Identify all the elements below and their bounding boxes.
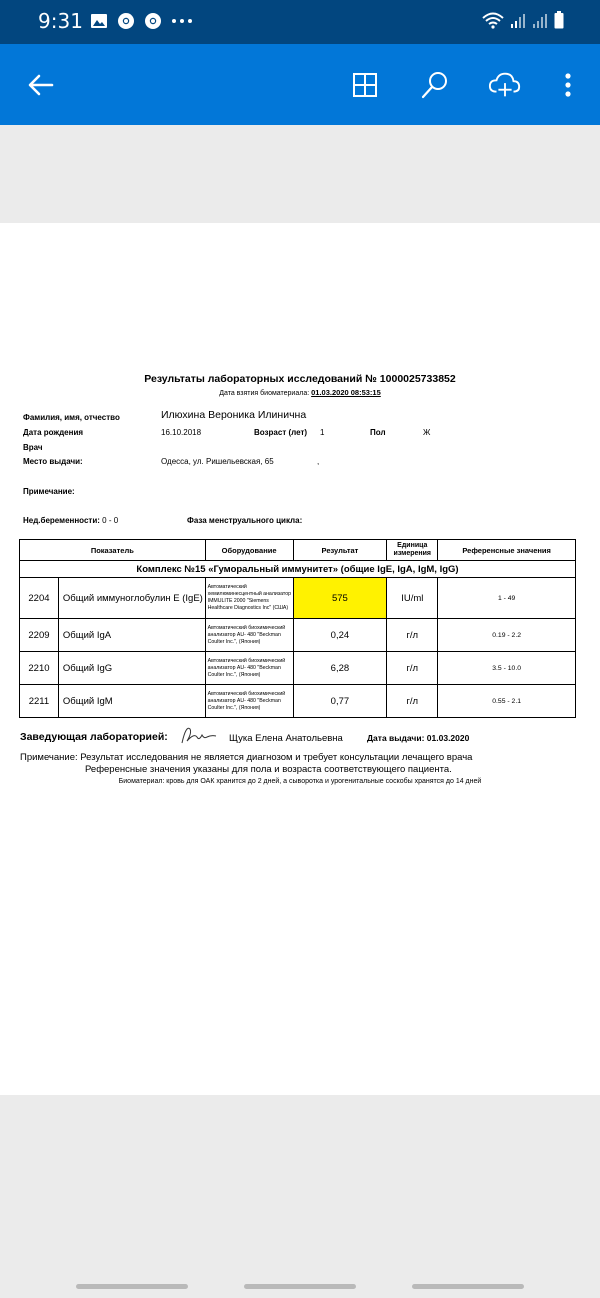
- place-suffix: ,: [317, 457, 320, 466]
- search-icon[interactable]: [418, 68, 452, 102]
- patient-name-label: Фамилия, имя, отчество: [23, 413, 120, 422]
- age-label: Возраст (лет): [254, 428, 308, 437]
- signal-icon-2: [532, 13, 548, 29]
- document-title: Результаты лабораторных исследований № 1000025733852: [144, 373, 456, 385]
- patient-name: Илюхина Вероника Илинична: [161, 409, 307, 421]
- pregnancy-value: 0 - 0: [102, 516, 119, 525]
- row-equipment: Автоматический хемилюминесцентный анализатор IMMULITE 2000 "Siemens Healthcare Diagnostics Inc" (США): [205, 578, 293, 619]
- signature-image: [178, 723, 220, 749]
- row-code: 2210: [20, 652, 59, 685]
- row-name: Общий IgG: [58, 652, 205, 685]
- issue-date-value: 01.03.2020: [426, 733, 470, 743]
- place-value: Одесса, ул. Ришельевская, 65: [161, 457, 274, 466]
- status-bar: [0, 0, 600, 44]
- nav-bar-segment-center: [244, 1284, 356, 1289]
- complex-title: Комплекс №15 «Гуморальный иммунитет» (общие IgE, IgA, IgM, IgG): [20, 561, 576, 578]
- issue-date-label: Дата выдачи:: [367, 733, 425, 743]
- row-result: 6,28: [293, 652, 387, 685]
- viewer-margin-top: [0, 125, 600, 223]
- lab-head-label: Заведующая лабораторией:: [20, 731, 168, 743]
- row-name: Общий IgM: [58, 685, 205, 718]
- sample-date-line: [0, 388, 600, 397]
- issue-date-line: [367, 733, 469, 743]
- row-unit: г/л: [387, 685, 438, 718]
- footer-storage-note: Биоматериал: кровь для ОАК хранится до 2 дней, а сыворотка и урогенитальные соскобы хранятся до 14 дней: [118, 778, 482, 785]
- place-label: Место выдачи:: [23, 457, 83, 466]
- complex-title-row: [20, 561, 576, 578]
- row-equipment: Автоматический биохимический анализатор AU- 480 "Beckman Coulter Inc.", (Япония): [205, 685, 293, 718]
- row-reference: 0.19 - 2.2: [438, 619, 576, 652]
- signal-icon: [510, 13, 526, 29]
- gallery-icon: [90, 13, 108, 29]
- viewer-margin-bottom: [0, 1095, 600, 1298]
- sample-date-label: Дата взятия биоматериала:: [219, 390, 310, 397]
- row-unit: г/л: [387, 652, 438, 685]
- more-notifications-icon: [171, 18, 193, 24]
- pregnancy-label-text: Нед.беременности:: [23, 516, 100, 525]
- dob-label: Дата рождения: [23, 428, 84, 437]
- row-result: 0,77: [293, 685, 387, 718]
- row-code: 2209: [20, 619, 59, 652]
- sex-value: Ж: [423, 428, 431, 437]
- chrome-icon-2: [144, 12, 162, 30]
- cycle-label: Фаза менструального цикла:: [187, 516, 303, 525]
- header-result: Результат: [293, 540, 387, 561]
- note-label: Примечание:: [23, 487, 75, 496]
- header-indicator: Показатель: [20, 540, 206, 561]
- row-equipment: Автоматический биохимический анализатор AU- 480 "Beckman Coulter Inc.", (Япония): [205, 652, 293, 685]
- more-vert-icon[interactable]: [551, 68, 585, 102]
- nav-bar-segment-left: [76, 1284, 188, 1289]
- age-value: 1: [320, 428, 325, 437]
- table-row: [20, 652, 576, 685]
- row-result: 0,24: [293, 619, 387, 652]
- lab-head-name: Щука Елена Анатольевна: [229, 733, 343, 744]
- sex-label: Пол: [370, 428, 386, 437]
- row-equipment: Автоматический биохимический анализатор AU- 480 "Beckman Coulter Inc.", (Япония): [205, 619, 293, 652]
- row-name: Общий IgA: [58, 619, 205, 652]
- row-code: 2204: [20, 578, 59, 619]
- chrome-icon: [117, 12, 135, 30]
- header-reference: Референсные значения: [438, 540, 576, 561]
- footer-note-line: Примечание: Результат исследования не является диагнозом и требует консультации лечащего врача: [20, 752, 473, 763]
- footer-reference-note: Референсные значения указаны для пола и возраста соответствующего пациента.: [85, 764, 452, 775]
- row-result-highlighted: 575: [293, 578, 387, 619]
- row-reference: 1 - 49: [438, 578, 576, 619]
- table-header: [20, 540, 576, 561]
- row-reference: 3.5 - 10.0: [438, 652, 576, 685]
- table-row: [20, 619, 576, 652]
- header-unit: Единица измерения: [387, 540, 438, 561]
- table-row: [20, 685, 576, 718]
- row-unit: г/л: [387, 619, 438, 652]
- row-code: 2211: [20, 685, 59, 718]
- nav-bar-segment-right: [412, 1284, 524, 1289]
- sample-date-value: 01.03.2020 08:53:15: [311, 388, 381, 397]
- row-unit: IU/ml: [387, 578, 438, 619]
- row-reference: 0.55 - 2.1: [438, 685, 576, 718]
- battery-icon: [554, 11, 564, 29]
- header-equipment: Оборудование: [205, 540, 293, 561]
- doctor-label: Врач: [23, 443, 43, 452]
- results-table: [19, 539, 576, 718]
- row-name: Общий иммуноглобулин Е (IgE): [58, 578, 205, 619]
- dob-value: 16.10.2018: [161, 428, 202, 437]
- pregnancy-label: [23, 516, 118, 525]
- app-toolbar: [0, 44, 600, 125]
- table-row: [20, 578, 576, 619]
- cloud-upload-icon[interactable]: [488, 68, 522, 102]
- grid-view-icon[interactable]: [348, 68, 382, 102]
- back-arrow-icon[interactable]: [24, 68, 58, 102]
- document-page[interactable]: [0, 223, 600, 1095]
- status-time: 9:31: [38, 9, 83, 33]
- wifi-icon: [482, 11, 504, 29]
